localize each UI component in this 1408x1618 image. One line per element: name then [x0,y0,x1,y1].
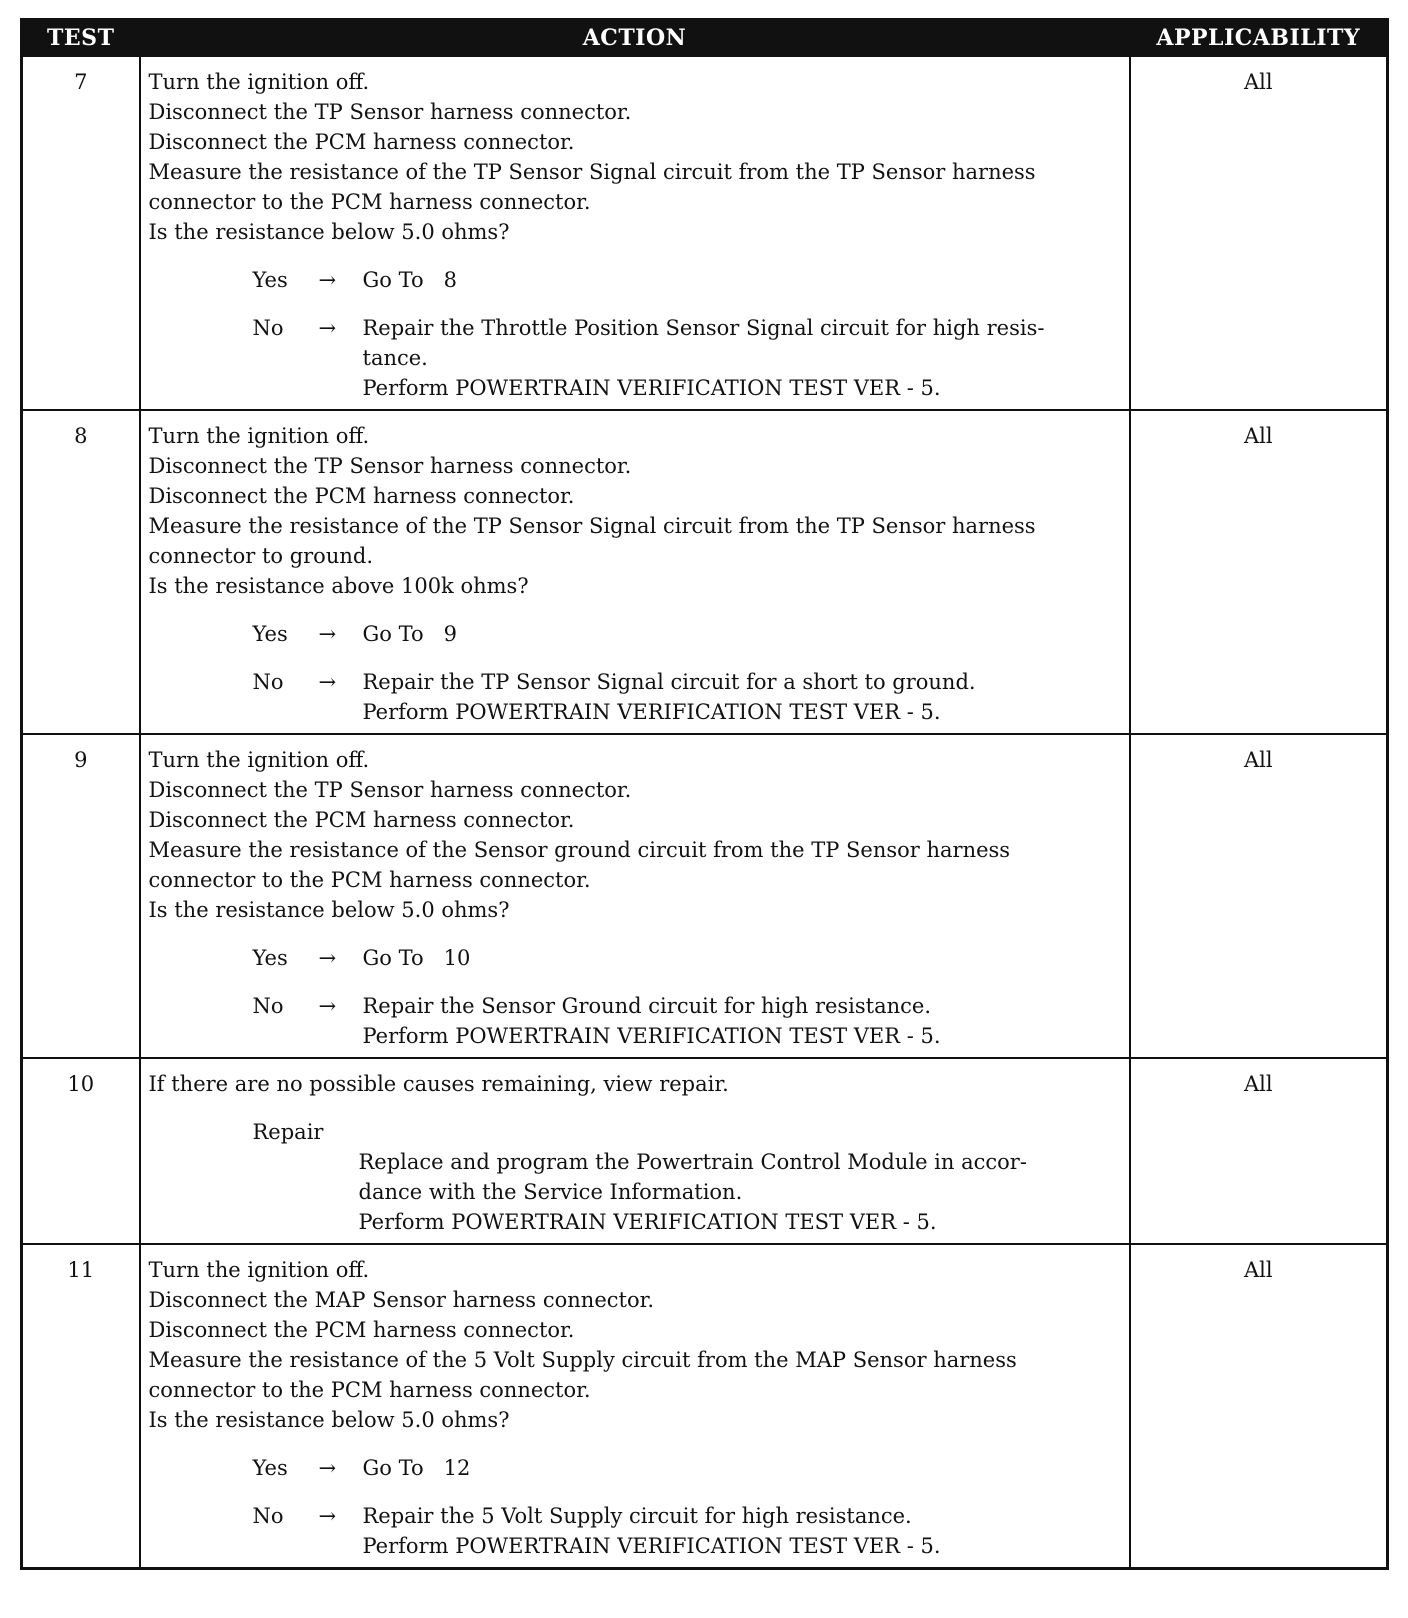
repair-line: Replace and program the Powertrain Control Module in accor- [358,1150,1027,1174]
test-number: 8 [22,410,140,734]
test-number: 7 [22,56,140,410]
header-action: ACTION [140,20,1130,57]
yes-label: Yes [252,1456,288,1480]
action-cell [140,56,1130,410]
applicability-value: All [1130,1058,1388,1244]
result-line: Perform POWERTRAIN VERIFICATION TEST VER - 5. [362,1534,941,1558]
goto-text [363,943,1123,973]
action-step: Is the resistance below 5.0 ohms? [148,220,510,244]
goto-text [363,1453,1123,1483]
no-branch [149,991,1123,1051]
applicability-value: All [1130,410,1388,734]
arrow-right-icon: → [318,622,337,646]
arrow-right-icon: → [318,1504,337,1528]
yes-label: Yes [252,622,288,646]
action-cell [140,1244,1130,1569]
action-step: Is the resistance below 5.0 ohms? [148,898,510,922]
goto-number: 10 [443,946,471,970]
action-cell [140,1058,1130,1244]
repair-text [359,1147,1123,1237]
action-step: If there are no possible causes remaining, view repair. [148,1072,729,1096]
action-step: Disconnect the TP Sensor harness connector. [148,778,632,802]
header-applicability: APPLICABILITY [1130,20,1388,57]
action-step: Measure the resistance of the TP Sensor Signal circuit from the TP Sensor harness connector to the PCM harness connector. [148,160,1036,214]
no-branch [149,1501,1123,1561]
arrow-right-icon: → [318,268,337,292]
result-line: Repair the Throttle Position Sensor Signal circuit for high resis- [362,316,1045,340]
action-step: Is the resistance above 100k ohms? [148,574,529,598]
no-result [363,991,1123,1051]
repair-block [149,1117,1123,1237]
table-row [22,56,1388,410]
action-step: Measure the resistance of the TP Sensor Signal circuit from the TP Sensor harness connector to ground. [148,514,1036,568]
yes-branch [149,943,1123,973]
goto-label: Go To [362,946,424,970]
arrow-right-icon: → [318,316,337,340]
action-step: Disconnect the PCM harness connector. [148,130,575,154]
header-test: TEST [22,20,140,57]
yes-label: Yes [252,946,288,970]
arrow-right-icon: → [318,946,337,970]
action-step: Disconnect the PCM harness connector. [148,484,575,508]
table-row [22,1058,1388,1244]
arrow-right-icon: → [318,1456,337,1480]
goto-text [363,619,1123,649]
action-step: Measure the resistance of the 5 Volt Supply circuit from the MAP Sensor harness connector to the PCM harness connector. [148,1348,1017,1402]
no-label: No [252,994,284,1018]
result-line: Perform POWERTRAIN VERIFICATION TEST VER - 5. [362,700,941,724]
goto-label: Go To [362,622,424,646]
repair-line: dance with the Service Information. [358,1180,743,1204]
result-line: Repair the Sensor Ground circuit for high resistance. [362,994,932,1018]
test-number: 10 [22,1058,140,1244]
applicability-value: All [1130,734,1388,1058]
action-step: Disconnect the PCM harness connector. [148,1318,575,1342]
diagnostic-test-table [20,18,1389,1570]
table-row [22,1244,1388,1569]
action-step: Disconnect the PCM harness connector. [148,808,575,832]
goto-label: Go To [362,1456,424,1480]
goto-number: 12 [443,1456,471,1480]
no-result [363,313,1123,403]
no-label: No [252,316,284,340]
action-step: Disconnect the TP Sensor harness connector. [148,454,632,478]
goto-label: Go To [362,268,424,292]
goto-number: 9 [443,622,457,646]
no-result [363,1501,1123,1561]
table-header-row [22,20,1388,57]
no-branch [149,313,1123,403]
applicability-value: All [1130,56,1388,410]
result-line: Repair the 5 Volt Supply circuit for high resistance. [362,1504,912,1528]
yes-branch [149,619,1123,649]
action-step: Turn the ignition off. [148,424,370,448]
result-line: Perform POWERTRAIN VERIFICATION TEST VER - 5. [362,1024,941,1048]
no-label: No [252,1504,284,1528]
action-cell [140,410,1130,734]
yes-branch [149,1453,1123,1483]
arrow-right-icon: → [318,994,337,1018]
action-step: Is the resistance below 5.0 ohms? [148,1408,510,1432]
goto-text [363,265,1123,295]
action-step: Measure the resistance of the Sensor ground circuit from the TP Sensor harness connector to the PCM harness connector. [148,838,1011,892]
result-line: Perform POWERTRAIN VERIFICATION TEST VER - 5. [362,376,941,400]
yes-branch [149,265,1123,295]
goto-number: 8 [443,268,457,292]
yes-label: Yes [252,268,288,292]
repair-line: Perform POWERTRAIN VERIFICATION TEST VER - 5. [358,1210,937,1234]
result-line: tance. [362,346,428,370]
no-branch [149,667,1123,727]
no-result [363,667,1123,727]
no-label: No [252,670,284,694]
action-step: Turn the ignition off. [148,70,370,94]
action-step: Disconnect the TP Sensor harness connector. [148,100,632,124]
applicability-value: All [1130,1244,1388,1569]
arrow-right-icon: → [318,670,337,694]
action-cell [140,734,1130,1058]
action-step: Turn the ignition off. [148,748,370,772]
table-row [22,734,1388,1058]
action-step: Disconnect the MAP Sensor harness connector. [148,1288,654,1312]
action-step: Turn the ignition off. [148,1258,370,1282]
repair-label: Repair [252,1120,324,1144]
table-row [22,410,1388,734]
test-number: 11 [22,1244,140,1569]
test-number: 9 [22,734,140,1058]
result-line: Repair the TP Sensor Signal circuit for a short to ground. [362,670,976,694]
